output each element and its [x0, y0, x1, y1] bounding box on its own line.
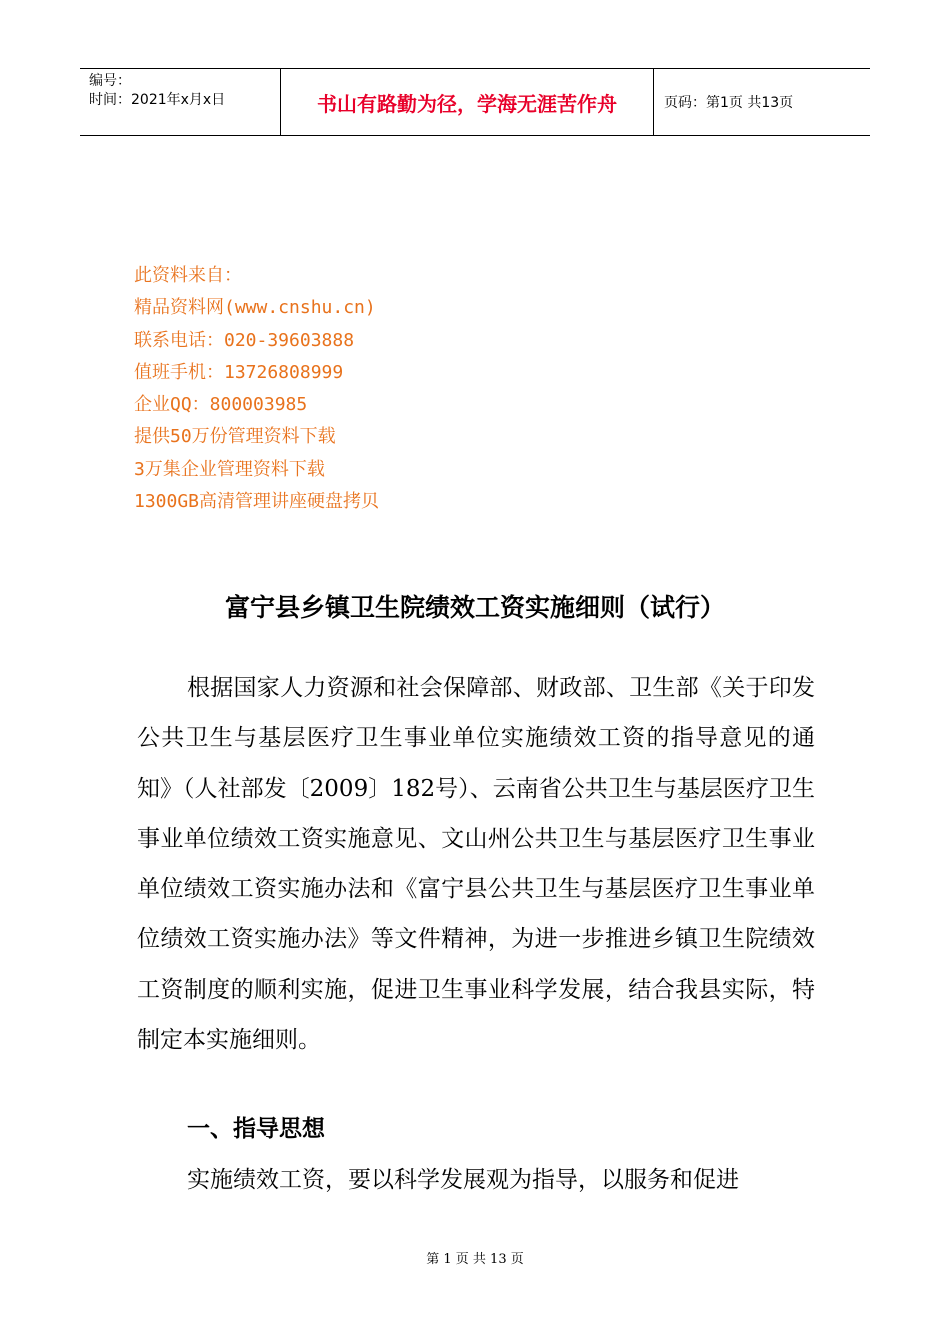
intro-paragraph: 根据国家人力资源和社会保障部、财政部、卫生部《关于印发公共卫生与基层医疗卫生事业单位实施绩效工资的指导意见的通知》（人社部发〔2009〕182号）、云南省公共卫生与基层医疗卫生事业单位绩效工资实施意见、文山州公共卫生与基层医疗卫生事业单位绩效工资实施办法和《富宁县公共卫生与基层医疗卫生事业单位绩效工资实施办法》等文件精神，为进一步推进乡镇卫生院绩效工资制度的顺利实施，促进卫生事业科学发展，结合我县实际，特制定本实施细则。: [137, 675, 815, 1054]
section-heading: 一、指导思想: [187, 1115, 325, 1142]
promo-line: 精品资料网(www.cnshu.cn): [134, 297, 376, 319]
promo-block: [134, 260, 379, 518]
promo-line: 1300GB高清管理讲座硬盘拷贝: [134, 491, 380, 513]
header-page-code: 页码：第1页 共13页: [664, 95, 794, 111]
header-meta: [80, 69, 281, 135]
promo-line: 3万集企业管理资料下载: [134, 458, 325, 480]
promo-line: 企业QQ：800003985: [134, 394, 308, 416]
header-number-label: 编号：: [89, 73, 131, 89]
promo-line: 值班手机：13726808999: [134, 361, 344, 383]
promo-line: 提供50万份管理资料下载: [134, 426, 336, 448]
promo-line: 联系电话：020-39603888: [134, 329, 355, 351]
section-paragraph: 实施绩效工资，要以科学发展观为指导，以服务和促进: [187, 1167, 739, 1193]
header-motto: 书山有路勤为径，学海无涯苦作舟: [281, 69, 654, 135]
page-header: [80, 68, 870, 136]
header-time-label: 时间：2021年x月x日: [89, 92, 226, 108]
document-title: 富宁县乡镇卫生院绩效工资实施细则（试行）: [224, 593, 725, 622]
promo-line: 此资料来自：: [134, 265, 242, 286]
page-footer: 第 1 页 共 13 页: [426, 1252, 524, 1267]
